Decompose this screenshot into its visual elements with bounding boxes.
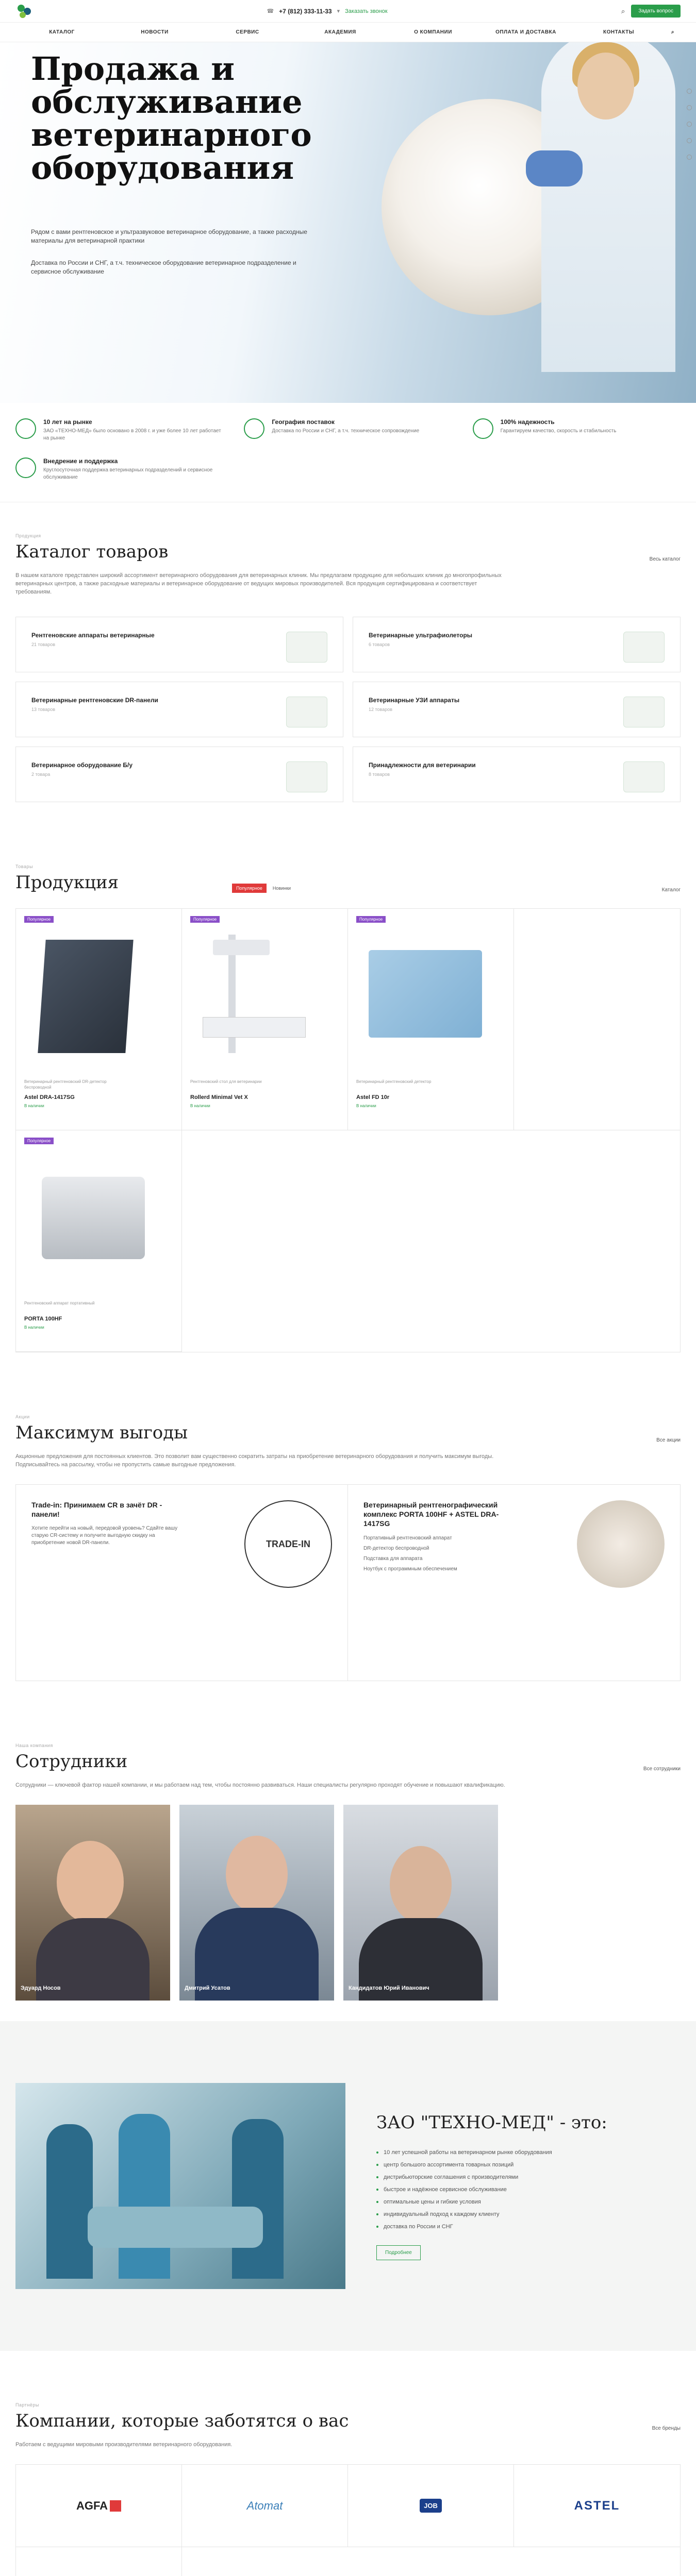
header-phone[interactable]: +7 (812) 333-11-33	[279, 7, 332, 15]
product-card-empty	[514, 909, 680, 1130]
about-item: быстрое и надёжное сервисное обслуживание	[376, 2183, 607, 2196]
feature-item	[244, 418, 452, 442]
promo-text: Хотите перейти на новый, передовой уровень? Сдайте вашу старую CR-систему и получите выгодную скидку на приобретение новой DR-панели.	[31, 1526, 178, 1546]
phone-caret[interactable]: ▾	[337, 8, 340, 14]
all-brands-link[interactable]: Все бренды	[652, 2426, 681, 2431]
about-item: центр большого ассортимента товарных позиций	[376, 2159, 607, 2171]
phone-icon: ☎	[267, 8, 274, 14]
nav-search-icon[interactable]: ⌕	[671, 29, 675, 35]
partner-logo[interactable]	[348, 2465, 514, 2547]
all-catalog-link[interactable]: Весь каталог	[649, 556, 681, 562]
promo-list-item: Подставка для аппарата	[363, 1556, 423, 1562]
section-kicker: Акции	[15, 1414, 30, 1419]
promo-image	[577, 1500, 665, 1588]
side-icon[interactable]	[687, 105, 692, 110]
catalog-card-title: Ветеринарные рентгеновские DR-панели	[31, 697, 158, 704]
logo[interactable]	[15, 3, 33, 20]
all-promos-link[interactable]: Все акции	[656, 1437, 681, 1443]
catalog-card[interactable]	[15, 682, 343, 737]
product-note: Ветеринарный рентгеновский DR-детектор беспроводной	[24, 1079, 107, 1090]
partner-job: JOB	[420, 2499, 442, 2513]
nav-service[interactable]: СЕРВИС	[236, 29, 259, 35]
all-staff-link[interactable]: Все сотрудники	[643, 1766, 681, 1772]
callback-link[interactable]: Заказать звонок	[345, 8, 388, 14]
catalog-card-count: 8 товаров	[369, 772, 390, 777]
gear-icon	[15, 457, 36, 478]
staff-card[interactable]	[343, 1805, 498, 2001]
product-badge: Популярное	[356, 916, 386, 923]
product-badge: Популярное	[24, 916, 54, 923]
about-item: 10 лет успешной работы на ветеринарном рынке оборудования	[376, 2146, 607, 2159]
promo-list-item: Ноутбук с программным обеспечением	[363, 1566, 457, 1572]
catalog-card[interactable]	[353, 617, 681, 672]
product-note: Ветеринарный рентгеновский детектор	[356, 1079, 432, 1084]
hero-banner	[0, 42, 696, 403]
catalog-card-title: Ветеринарное оборудование Б/у	[31, 761, 133, 769]
section-kicker: Товары	[15, 864, 33, 869]
promo-title[interactable]: Trade-in: Принимаем CR в зачёт DR - панели!	[31, 1501, 162, 1518]
hero-title: Продажа и обслуживание ветеринарного оборудования	[31, 50, 312, 187]
product-name[interactable]: PORTA 100HF	[24, 1316, 62, 1322]
feature-title: География поставок	[272, 418, 335, 426]
product-card[interactable]	[348, 909, 514, 1130]
nav-about[interactable]: О КОМПАНИИ	[414, 29, 452, 35]
catalog-card-count: 6 товаров	[369, 642, 390, 647]
shield-icon	[473, 418, 493, 439]
search-icon[interactable]: ⌕	[621, 7, 625, 15]
partner-atomat: Atomat	[246, 2499, 283, 2512]
catalog-card-title: Ветеринарные ультрафиолеторы	[369, 632, 473, 639]
features	[0, 403, 696, 502]
about-item: оптимальные цены и гибкие условия	[376, 2196, 607, 2208]
catalog-card[interactable]	[353, 747, 681, 802]
catalog-card[interactable]	[353, 682, 681, 737]
main-nav	[0, 23, 696, 42]
feature-item	[15, 457, 223, 481]
promo-list-item: DR-детектор беспроводной	[363, 1546, 429, 1551]
product-stock: В наличии	[356, 1104, 376, 1108]
feature-item	[473, 418, 681, 442]
catalog-card[interactable]	[15, 617, 343, 672]
side-icon[interactable]	[687, 138, 692, 143]
section-kicker: Продукция	[15, 533, 41, 538]
section-kicker: Партнёры	[15, 2402, 39, 2408]
accessories-icon	[623, 761, 665, 792]
catalog-section	[0, 533, 696, 802]
promo-title[interactable]: Ветеринарный рентгенографический комплекс PORTA 100HF + ASTEL DRA-1417SG	[363, 1501, 499, 1528]
partner-logo[interactable]	[16, 2465, 182, 2547]
product-stock: В наличии	[190, 1104, 210, 1108]
product-card[interactable]	[182, 909, 348, 1130]
section-title: Сотрудники	[15, 1751, 128, 1772]
calendar-icon	[15, 418, 36, 439]
surgery-photo	[15, 2083, 345, 2289]
staff-name: Эдуард Носов	[21, 1985, 61, 1991]
side-icon[interactable]	[687, 89, 692, 94]
product-note: Рентгеновский стол для ветеринарии	[190, 1079, 262, 1084]
ultrasound-icon	[623, 697, 665, 727]
side-icon[interactable]	[687, 122, 692, 127]
product-image	[197, 929, 332, 1069]
side-icon[interactable]	[687, 155, 692, 160]
partner-logo[interactable]	[16, 2547, 182, 2576]
hero-vet-image	[541, 42, 675, 372]
about-item: индивидуальный подход к каждому клиенту	[376, 2208, 607, 2221]
section-desc: Сотрудники — ключевой фактор нашей компании, и мы работаем над тем, чтобы постоянно развиваться. Наши специалисты регулярно проходят обучение и повышают квалификацию.	[15, 1782, 505, 1788]
about-item: доставка по России и СНГ	[376, 2221, 607, 2233]
section-desc: В нашем каталоге представлен широкий ассортимент ветеринарного оборудования для ветеринарных клиник. Мы предлагаем продукцию для небольших клиник до многопрофильных ветеринарных центров, а также расходные материалы и ветеринарное оборудование от ведущих мировых производителей. Вся продукция сертифицирована и соответствует требованиям.	[15, 572, 502, 595]
catalog-link[interactable]: Каталог	[661, 887, 681, 893]
section-title: Максимум выгоды	[15, 1422, 188, 1443]
product-image	[363, 929, 498, 1069]
hero-subtitle-2: Доставка по России и СНГ, а т.ч. техническое оборудование ветеринарное подразделение и сервисное обслуживание	[31, 259, 296, 275]
catalog-card-title: Рентгеновские аппараты ветеринарные	[31, 632, 155, 639]
about-more-button[interactable]: Подробнее	[376, 2245, 421, 2260]
product-name[interactable]: Astel DRA-1417SG	[24, 1094, 75, 1100]
product-image	[31, 1151, 166, 1290]
feature-title: Внедрение и поддержка	[43, 457, 118, 465]
product-name[interactable]: Rollerd Minimal Vet X	[190, 1094, 248, 1100]
section-desc: Акционные предложения для постоянных клиентов. Это позволит вам существенно сократить затраты на приобретение ветеринарного оборудования и получить максимум выгоды. Подписывайтесь на рассылку, чтобы не пропустить самые выгодные предложения.	[15, 1453, 494, 1468]
header	[0, 0, 696, 42]
about-item: дистрибьюторские соглашения с производителями	[376, 2171, 607, 2183]
used-icon	[286, 761, 327, 792]
section-title: Каталог товаров	[15, 541, 169, 562]
product-stock: В наличии	[24, 1104, 44, 1108]
feature-text: Гарантируем качество, скорость и стабильность	[500, 428, 617, 434]
feature-item	[15, 418, 223, 442]
catalog-card-count: 12 товаров	[369, 707, 393, 712]
xray-icon	[286, 632, 327, 663]
nav-news[interactable]: НОВОСТИ	[141, 29, 169, 35]
section-kicker: Наша компания	[15, 1743, 53, 1748]
staff-card[interactable]	[15, 1805, 170, 2001]
catalog-card-title: Ветеринарные УЗИ аппараты	[369, 697, 460, 704]
logo-icon	[15, 3, 33, 20]
product-card[interactable]	[16, 909, 182, 1130]
product-stock: В наличии	[24, 1325, 44, 1330]
side-social-bar	[683, 89, 696, 160]
staff-section	[0, 1743, 696, 2001]
partner-logo[interactable]	[514, 2465, 680, 2547]
partner-logo[interactable]	[182, 2465, 348, 2547]
section-title: Компании, которые заботятся о вас	[15, 2411, 349, 2431]
device-icon	[623, 632, 665, 663]
catalog-card[interactable]	[15, 747, 343, 802]
partner-astel: ASTEL	[574, 2498, 620, 2513]
product-note: Рентгеновский аппарат портативный	[24, 1301, 95, 1306]
tab-new[interactable]: Новинки	[272, 886, 291, 891]
tradein-image: TRADE-IN	[244, 1500, 332, 1588]
feature-text: ЗАО «ТЕХНО-МЕД» было основано в 2008 г. и уже более 10 лет работает на рынке	[43, 428, 221, 441]
catalog-card-count: 2 товара	[31, 772, 51, 777]
catalog-card-count: 13 товаров	[31, 707, 56, 712]
partner-agfa: AGFA	[76, 2499, 108, 2512]
nav-academy[interactable]: АКАДЕМИЯ	[324, 29, 356, 35]
promo-card[interactable]	[348, 1485, 680, 1681]
promo-list-item: Портативный рентгеновский аппарат	[363, 1535, 452, 1541]
about-section	[0, 2021, 696, 2351]
catalog-card-title: Принадлежности для ветеринарии	[369, 761, 476, 769]
promo-card[interactable]	[16, 1485, 348, 1681]
section-title: Продукция	[15, 872, 119, 893]
product-name[interactable]: Astel FD 10r	[356, 1094, 390, 1100]
partners-section	[0, 2402, 696, 2576]
feature-text: Круглосуточная поддержка ветеринарных подразделений и сервисное обслуживание	[43, 467, 213, 480]
product-card[interactable]	[16, 1130, 182, 1352]
staff-card[interactable]	[179, 1805, 334, 2001]
feature-text: Доставка по России и СНГ, а т.ч. техническое сопровождение	[272, 428, 420, 434]
staff-name: Дмитрий Усатов	[185, 1985, 230, 1991]
products-section	[0, 864, 696, 1352]
catalog-card-count: 21 товаров	[31, 642, 56, 647]
hero-subtitle: Рядом с вами рентгеновское и ультразвуковое ветеринарное оборудование, а также расходные материалы для ветеринарной практики	[31, 228, 307, 244]
nav-contacts[interactable]: КОНТАКТЫ	[603, 29, 635, 35]
promo-section	[0, 1414, 696, 1681]
nav-payment[interactable]: ОПЛАТА И ДОСТАВКА	[495, 29, 556, 35]
product-badge: Популярное	[190, 916, 220, 923]
staff-name: Кандидатов Юрий Иванович	[349, 1985, 429, 1991]
section-desc: Работаем с ведущими мировыми производителями ветеринарного оборудования.	[15, 2442, 233, 2448]
feature-title: 100% надежность	[500, 418, 555, 426]
tab-popular[interactable]: Популярное	[232, 884, 267, 893]
about-title: ЗАО "ТЕХНО-МЕД" - это:	[376, 2112, 607, 2133]
globe-icon	[244, 418, 264, 439]
feature-title: 10 лет на рынке	[43, 418, 92, 426]
product-badge: Популярное	[24, 1138, 54, 1144]
panel-icon	[286, 697, 327, 727]
nav-catalog[interactable]: КАТАЛОГ	[49, 29, 75, 35]
product-image	[31, 929, 166, 1069]
ask-question-button[interactable]: Задать вопрос	[631, 5, 681, 18]
